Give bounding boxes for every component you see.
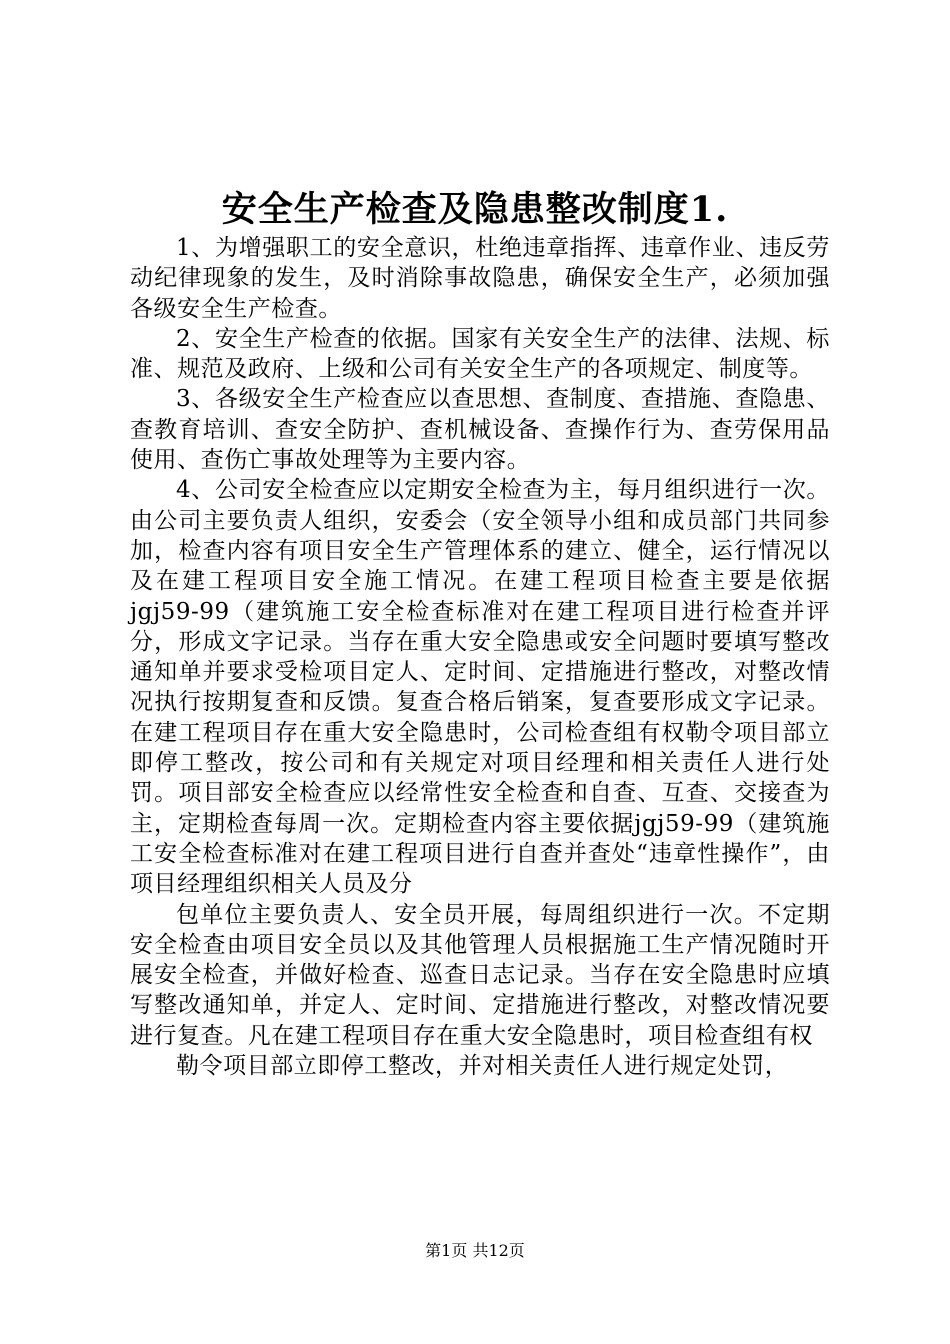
page-number-footer: 第1页 共12页: [425, 1241, 525, 1260]
paragraph-4: 4、公司安全检查应以定期安全检查为主，每月组织进行一次。由公司主要负责人组织，安委会（安全领导小组和成员部门共同参加，检查内容有项目安全生产管理体系的建立、健全，运行情况以及在建工程项目安全施工情况。在建工程项目检查主要是依据jgj59-99（建筑施工安全检查标准对在建工程项目进行检查并评分，形成文字记录。当存在重大安全隐患或安全问题时要填写整改通知单并要求受检项目定人、定时间、定措施进行整改，对整改情况执行按期复查和反馈。复查合格后销案，复查要形成文字记录。在建工程项目存在重大安全隐患时，公司检查组有权勒令项目部立即停工整改，按公司和有关规定对项目经理和相关责任人进行处罚。项目部安全检查应以经常性安全检查和自查、互查、交接查为主，定期检查每周一次。定期检查内容主要依据jgj59-99（建筑施工安全检查标准对在建工程项目进行自查并查处“违章性操作”，由项目经理组织相关人员及分: [130, 477, 830, 898]
document-body: [130, 233, 830, 1081]
paragraph-3: 3、各级安全生产检查应以查思想、查制度、查措施、查隐患、查教育培训、查安全防护、查机械设备、查操作行为、查劳保用品使用、查伤亡事故处理等为主要内容。: [130, 386, 830, 474]
paragraph-2: 2、安全生产检查的依据。国家有关安全生产的法律、法规、标准、规范及政府、上级和公司有关安全生产的各项规定、制度等。: [130, 325, 830, 383]
document-title: 安全生产检查及隐患整改制度1.: [221, 189, 729, 230]
paragraph-1: 1、为增强职工的安全意识，杜绝违章指挥、违章作业、违反劳动纪律现象的发生，及时消除事故隐患，确保安全生产，必须加强各级安全生产检查。: [130, 235, 830, 322]
paragraph-6: 勒令项目部立即停工整改，并对相关责任人进行规定处罚，: [176, 1053, 789, 1080]
paragraph-5: 包单位主要负责人、安全员开展，每周组织进行一次。不定期安全检查由项目安全员以及其他管理人员根据施工生产情况随时开展安全检查，并做好检查、巡查日志记录。当存在安全隐患时应填写整改通知单，并定人、定时间、定措施进行整改，对整改情况要进行复查。凡在建工程项目存在重大安全隐患时，项目检查组有权: [130, 901, 830, 1049]
